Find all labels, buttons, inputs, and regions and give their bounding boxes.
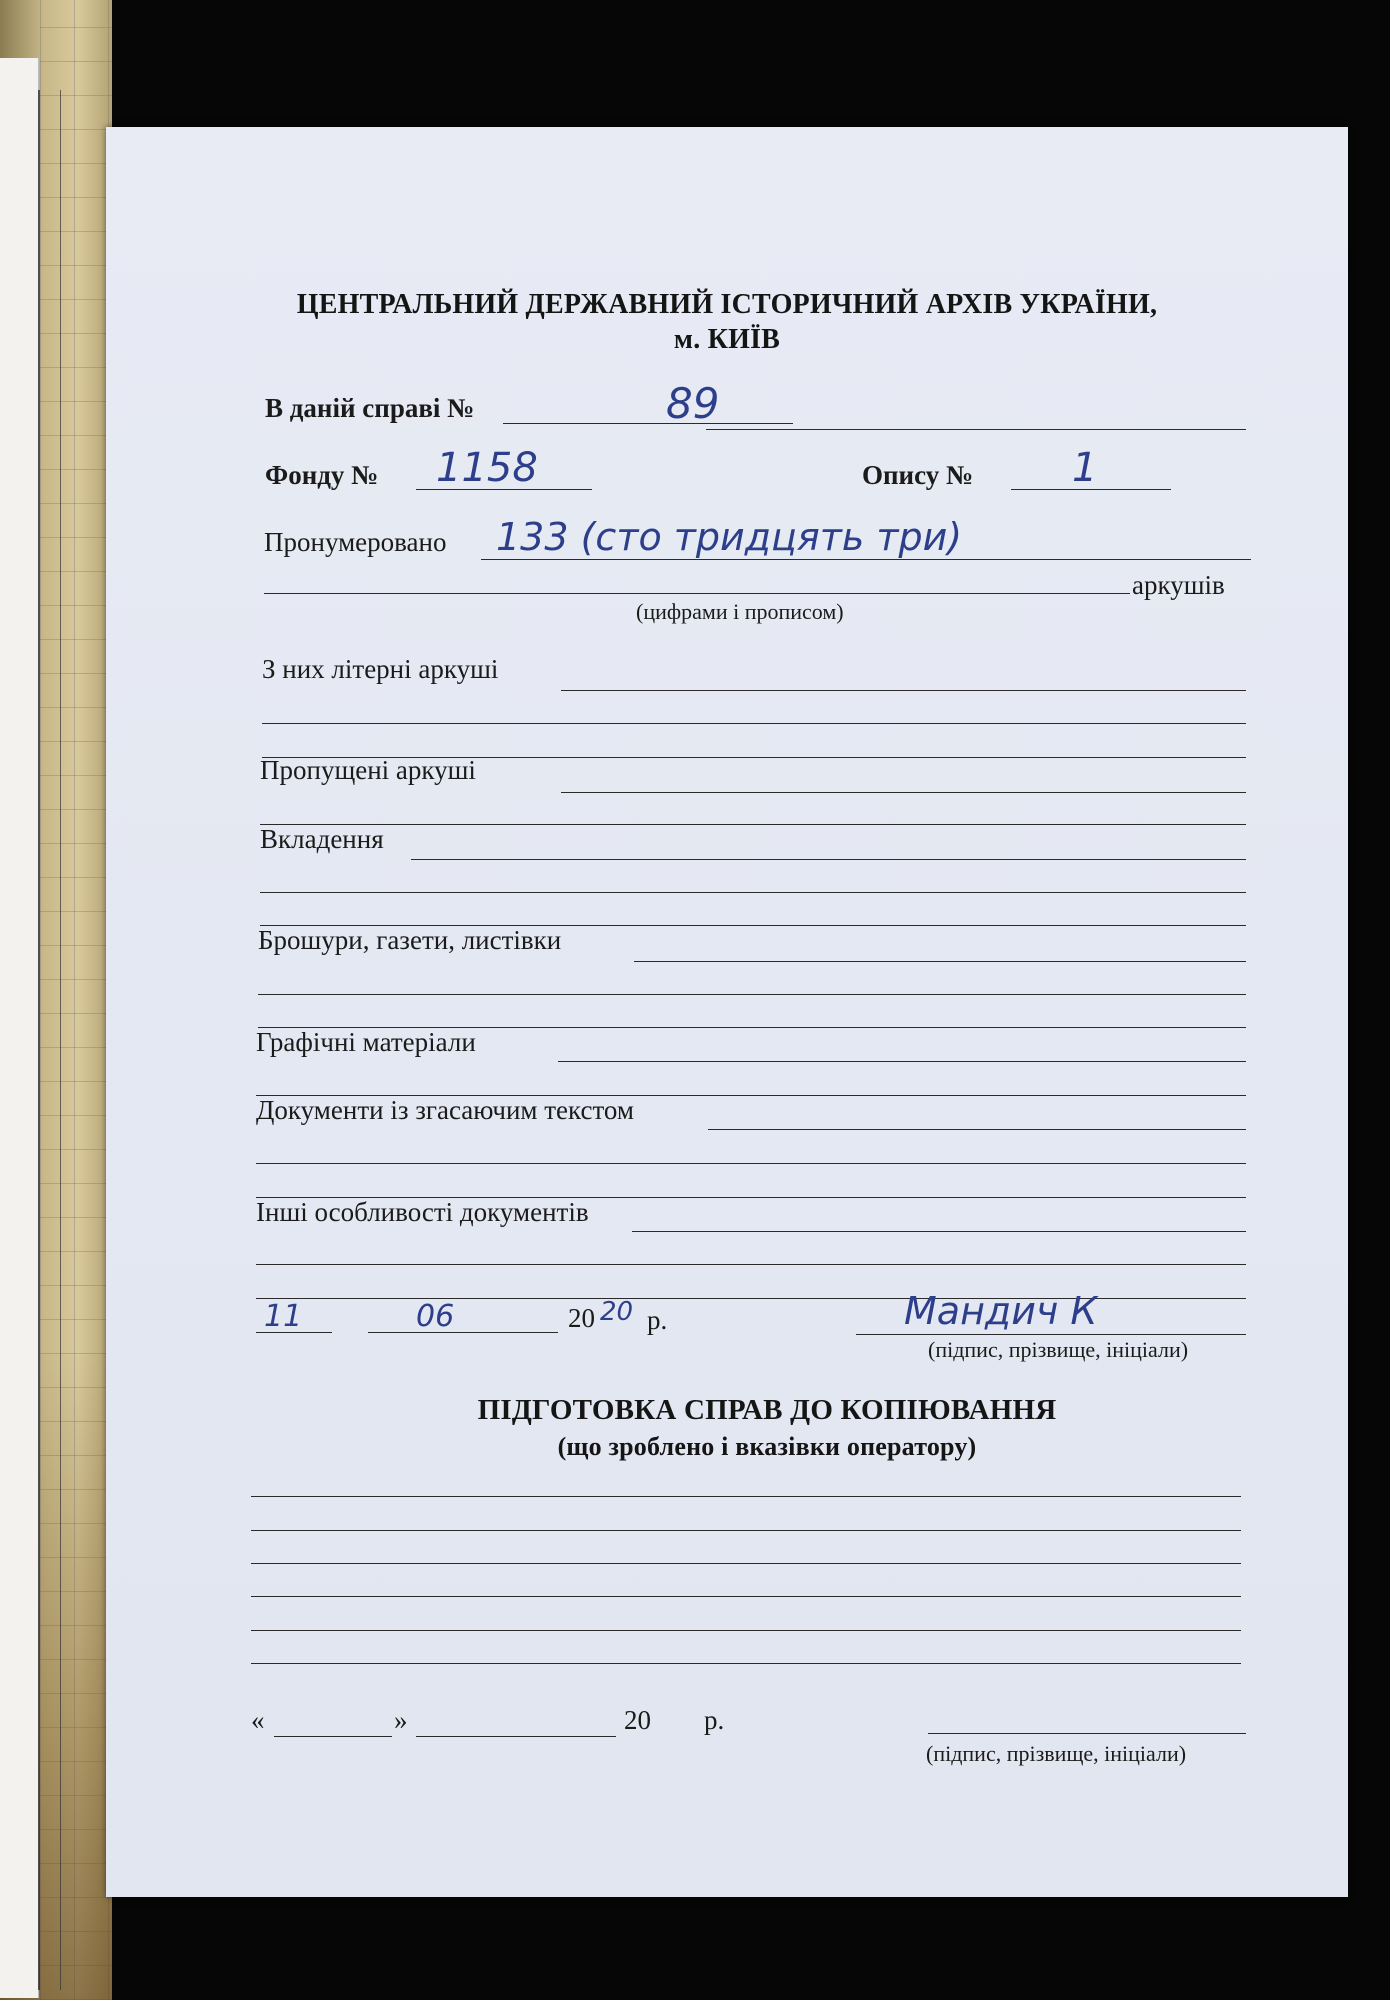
archive-city: м. КИЇВ: [673, 324, 781, 355]
date-year-prefix: 20: [568, 1303, 595, 1333]
signature-hint: (підпис, прізвище, ініціали): [928, 1337, 1189, 1362]
copy-prep-title: ПІДГОТОВКА СПРАВ ДО КОПІЮВАННЯ: [477, 1394, 1057, 1426]
attachments-label: Вкладення: [260, 824, 384, 854]
fading-text-line-2[interactable]: [256, 1163, 1246, 1164]
letter-sheets-line-2[interactable]: [262, 723, 1246, 724]
numbered-hint: (цифрами і прописом): [636, 599, 844, 624]
footer-signature-line[interactable]: [928, 1733, 1246, 1734]
other-features-line-2[interactable]: [256, 1264, 1246, 1265]
brochures-label: Брошури, газети, листівки: [258, 925, 562, 955]
missing-sheets-line-1[interactable]: [561, 792, 1246, 793]
date-day-value: 11: [264, 1299, 303, 1334]
case-number-value: 89: [666, 379, 720, 428]
fading-text-label: Документи із згасаючим текстом: [256, 1095, 634, 1125]
attachments-line-2[interactable]: [260, 892, 1246, 893]
letter-sheets-label: З них літерні аркуші: [262, 654, 499, 684]
date-year-suffix: 20: [600, 1297, 634, 1327]
fund-label: Фонду №: [265, 460, 379, 490]
brochures-line-1[interactable]: [634, 961, 1246, 962]
footer-signature-hint: (підпис, прізвище, ініціали): [926, 1741, 1187, 1766]
missing-sheets-label: Пропущені аркуші: [260, 755, 476, 785]
page-edge-lines: [38, 90, 61, 1990]
copy-prep-line-2[interactable]: [251, 1530, 1241, 1531]
archive-title: ЦЕНТРАЛЬНИЙ ДЕРЖАВНИЙ ІСТОРИЧНИЙ АРХІВ УКРАЇНИ,: [296, 289, 1158, 320]
date-year-mark: р.: [647, 1305, 668, 1335]
date-month-line[interactable]: [368, 1332, 558, 1333]
footer-year-prefix: 20: [624, 1705, 651, 1735]
date-month-value: 06: [416, 1299, 455, 1334]
case-number-line-right: [706, 429, 1246, 430]
copy-prep-subtitle: (що зроблено і вказівки оператору): [557, 1432, 977, 1461]
numbered-suffix: аркушів: [1132, 570, 1225, 600]
footer-month-line[interactable]: [416, 1736, 616, 1737]
attachments-line-1[interactable]: [411, 859, 1246, 860]
graphics-label: Графічні матеріали: [256, 1027, 476, 1057]
case-number-line-left[interactable]: [503, 423, 793, 424]
copy-prep-line-1[interactable]: [251, 1496, 1241, 1497]
other-features-line-1[interactable]: [632, 1231, 1246, 1232]
signature-line[interactable]: [856, 1334, 1246, 1335]
other-features-line-3[interactable]: [256, 1298, 1246, 1299]
fund-value: 1158: [436, 445, 538, 491]
numbered-line-1[interactable]: [481, 559, 1251, 560]
missing-sheets-line-2[interactable]: [260, 824, 1246, 825]
copy-prep-line-5[interactable]: [251, 1630, 1241, 1631]
copy-prep-line-4[interactable]: [251, 1596, 1241, 1597]
letter-sheets-line-1[interactable]: [561, 690, 1246, 691]
background-white-page-edge: [0, 58, 39, 1998]
signature-value: Мандич К: [904, 1289, 1098, 1333]
footer-open-quote: «: [251, 1705, 265, 1735]
footer-year-mark: р.: [704, 1705, 725, 1735]
inventory-label: Опису №: [862, 460, 974, 490]
copy-prep-line-3[interactable]: [251, 1563, 1241, 1564]
numbered-value: 133 (сто тридцять три): [496, 515, 963, 559]
copy-prep-line-6[interactable]: [251, 1663, 1241, 1664]
inventory-value: 1: [1072, 445, 1098, 491]
other-features-label: Інші особливості документів: [256, 1197, 589, 1227]
archive-form-sheet: [106, 127, 1348, 1897]
graphics-line-1[interactable]: [558, 1061, 1246, 1062]
brochures-line-2[interactable]: [258, 994, 1246, 995]
numbered-label: Пронумеровано: [264, 527, 447, 557]
numbered-line-2[interactable]: [264, 593, 1130, 594]
footer-close-quote: »: [394, 1705, 408, 1735]
fading-text-line-1[interactable]: [708, 1129, 1246, 1130]
footer-day-line[interactable]: [274, 1736, 392, 1737]
case-number-label: В даній справі №: [265, 393, 475, 423]
